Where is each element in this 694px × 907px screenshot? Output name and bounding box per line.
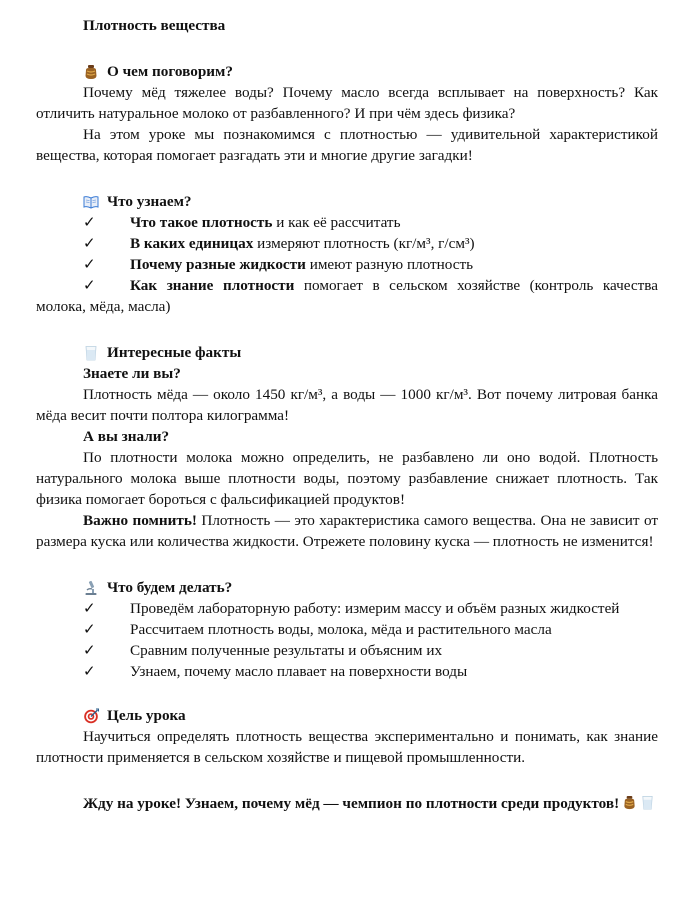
section-heading-text: Что узнаем?: [107, 193, 192, 210]
microscope-icon: [83, 580, 99, 596]
paragraph: Почему мёд тяжелее воды? Почему масло всегда всплывает на поверхность? Как отличить натуральное молоко от разбавленного? И при чём здесь физика?: [36, 84, 658, 122]
glass-of-milk-icon: [83, 345, 99, 361]
list-item-text: помогает в сельском хозяйстве (контроль качества молока, мёда, масла): [36, 277, 658, 315]
section-heading-todo: [36, 577, 658, 598]
list-item: [36, 275, 658, 317]
paragraph: На этом уроке мы познакомимся с плотностью — удивительной характеристикой вещества, которая помогает разгадать эти и многие другие загадки!: [36, 126, 658, 164]
section-heading-text: Что будем делать?: [107, 579, 233, 596]
list-item: [36, 661, 658, 682]
list-item: [36, 212, 658, 233]
document-title: Плотность вещества: [83, 17, 226, 34]
list-item: [36, 619, 658, 640]
paragraph: По плотности молока можно определить, не разбавлено ли оно водой. Плотность натурального молока выше плотности воды, поэтому разбавление снижает плотность. Так физика помогает бороться с фальсификацией продуктов!: [36, 449, 658, 508]
section-heading-goal: [36, 705, 658, 726]
honey-pot-icon: [83, 64, 99, 80]
list-item-text: Рассчитаем плотность воды, молока, мёда и растительного масла: [130, 621, 552, 638]
check-mark-icon: ✓: [83, 621, 96, 638]
subheading-did-you-know-2: А вы знали?: [83, 428, 170, 445]
important-label: Важно помнить!: [83, 512, 197, 529]
section-heading-learn: [36, 191, 658, 212]
check-mark-icon: ✓: [83, 663, 96, 680]
section-heading-text: О чем поговорим?: [107, 63, 233, 80]
list-item-bold: Почему разные жидкости: [130, 256, 306, 273]
check-mark-icon: ✓: [83, 256, 96, 273]
list-item-text: измеряют плотность (кг/м³, г/см³): [253, 235, 475, 252]
check-mark-icon: ✓: [83, 235, 96, 252]
list-item: [36, 254, 658, 275]
list-item-bold: Как знание плотности: [130, 277, 295, 294]
section-heading-text: Цель урока: [107, 707, 186, 724]
list-item: [36, 640, 658, 661]
section-heading-talk: [36, 61, 658, 82]
learn-list: [36, 212, 658, 317]
check-mark-icon: ✓: [83, 277, 96, 294]
closing-sentence: Жду на уроке! Узнаем, почему мёд — чемпион по плотности среди продуктов!: [83, 795, 620, 812]
list-item-bold: В каких единицах: [130, 235, 254, 252]
list-item-text: Проведём лабораторную работу: измерим массу и объём разных жидкостей: [130, 600, 620, 617]
list-item-text: Сравним полученные результаты и объясним их: [130, 642, 443, 659]
check-mark-icon: ✓: [83, 600, 96, 617]
important-text: Плотность — это характеристика самого вещества. Она не зависит от размера куска или количества жидкости. Отрежете половину куска — плотность не изменится!: [36, 512, 659, 550]
paragraph: Плотность мёда — около 1450 кг/м³, а воды — 1000 кг/м³. Вот почему литровая банка мёда весит почти полтора килограмма!: [36, 386, 658, 424]
list-item-text: имеют разную плотность: [305, 256, 474, 273]
todo-list: [36, 598, 658, 682]
closing-text: [36, 793, 658, 814]
paragraph-important: [36, 510, 658, 552]
list-item: [36, 598, 658, 619]
list-item-text: и как её рассчитать: [272, 214, 401, 231]
paragraph: Научиться определять плотность вещества экспериментально и понимать, как знание плотности применяется в сельском хозяйстве и пищевой промышленности.: [36, 728, 658, 766]
glass-of-milk-icon: [640, 795, 655, 810]
open-book-icon: [83, 194, 99, 210]
list-item: [36, 233, 658, 254]
list-item-bold: Что такое плотность: [130, 214, 273, 231]
subheading-did-you-know: Знаете ли вы?: [83, 365, 181, 382]
list-item-text: Узнаем, почему масло плавает на поверхности воды: [130, 663, 468, 680]
check-mark-icon: ✓: [83, 642, 96, 659]
check-mark-icon: ✓: [83, 214, 96, 231]
honey-pot-icon: [622, 795, 637, 810]
section-heading-text: Интересные факты: [107, 344, 242, 361]
target-icon: [83, 708, 99, 724]
section-heading-facts: [36, 342, 658, 363]
